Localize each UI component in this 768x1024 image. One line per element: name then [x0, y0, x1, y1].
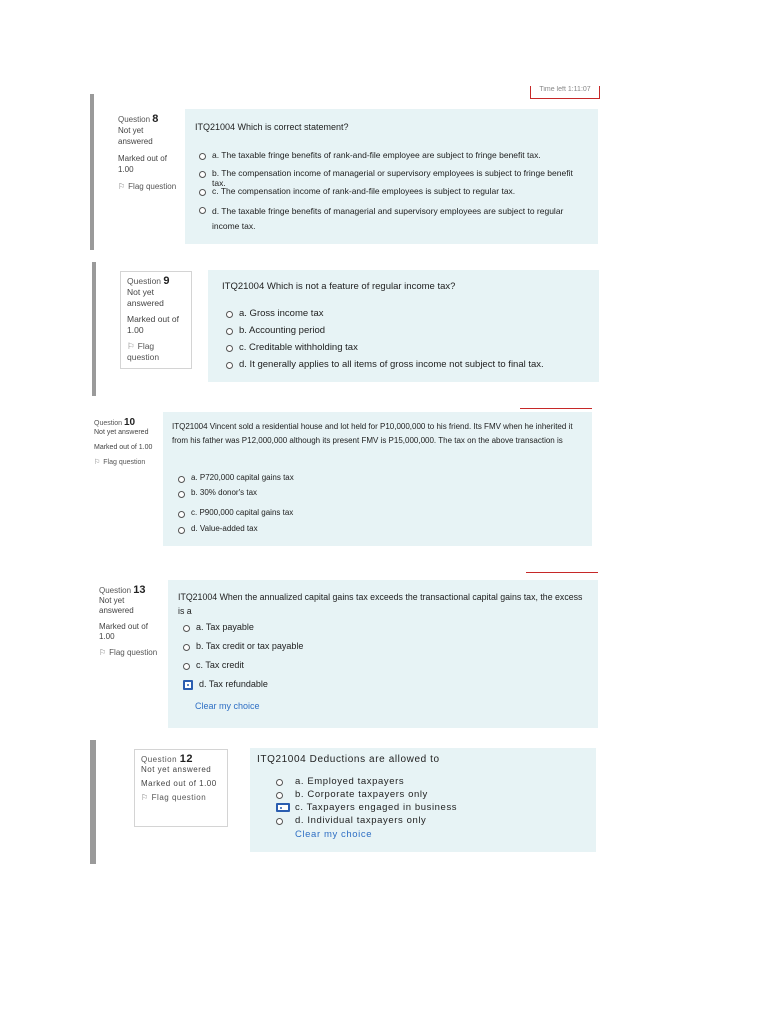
question-10-info: [94, 418, 156, 508]
question-status: Not yet answered: [127, 287, 164, 308]
option-a-label: a. Tax payable: [196, 622, 254, 632]
time-left-text: Time left 1:11:07: [539, 86, 591, 93]
radio-a[interactable]: [226, 311, 233, 318]
question-marked: Marked out of 1.00: [99, 622, 148, 641]
option-c-label: c. Tax credit: [196, 660, 244, 670]
option-a[interactable]: [178, 473, 478, 488]
answer-options: [226, 308, 596, 376]
option-b[interactable]: [226, 325, 596, 342]
option-c[interactable]: [199, 186, 584, 204]
question-8-info: [118, 114, 180, 214]
question-label: Question: [118, 115, 151, 124]
option-a[interactable]: [276, 776, 586, 789]
radio-d[interactable]: [226, 362, 233, 369]
option-d[interactable]: [178, 524, 478, 539]
flag-question-label: Flag question: [151, 793, 207, 802]
question-number: [99, 585, 161, 596]
question-number: [127, 276, 185, 287]
question-marked: Marked out of 1.00: [141, 779, 217, 788]
radio-a[interactable]: [276, 779, 283, 786]
option-b[interactable]: [178, 488, 478, 508]
clear-my-choice-link[interactable]: Clear my choice: [195, 701, 260, 711]
question-number-value: 10: [123, 417, 136, 428]
flag-icon: ⚐: [99, 648, 107, 657]
radio-d[interactable]: [199, 207, 206, 214]
radio-b[interactable]: [226, 328, 233, 335]
radio-b[interactable]: [276, 792, 283, 799]
radio-c[interactable]: [178, 511, 185, 518]
radio-b[interactable]: [178, 491, 185, 498]
option-d-label: d. The taxable fringe benefits of managerial and supervisory employees are subject to regular income tax.: [212, 206, 564, 231]
option-a-label: a. P720,000 capital gains tax: [191, 473, 294, 482]
question-marked: Marked out of 1.00: [94, 444, 153, 451]
flag-question-label: Flag question: [103, 459, 146, 466]
clear-my-choice-link[interactable]: Clear my choice: [295, 829, 373, 840]
radio-a[interactable]: [178, 476, 185, 483]
question-9-left-border: [92, 262, 96, 396]
answer-options: [199, 150, 584, 234]
question-text: ITQ21004 Vincent sold a residential house and lot held for P10,000,000 to his friend. Its FMV when he inherited it from his father was P12,000,000 although its present FMV is P15,000,000. The tax on the above transaction is: [172, 422, 573, 445]
radio-b[interactable]: [199, 171, 206, 178]
option-d[interactable]: [276, 815, 586, 828]
question-text: ITQ21004 When the annualized capital gains tax exceeds the transactional capital gains tax, the excess is a: [178, 592, 583, 616]
option-c-label: c. Creditable withholding tax: [239, 342, 358, 353]
question-number-value: 9: [163, 275, 170, 287]
option-a[interactable]: [183, 622, 483, 641]
flag-question-button[interactable]: [141, 793, 221, 803]
option-c[interactable]: [276, 802, 586, 815]
question-number-value: 12: [179, 753, 194, 765]
red-divider: [526, 572, 598, 573]
question-number-value: 8: [152, 113, 159, 125]
question-marked: Marked out of 1.00: [118, 154, 167, 174]
flag-question-button[interactable]: [118, 181, 180, 192]
option-c[interactable]: [226, 342, 596, 359]
question-label: Question: [127, 276, 162, 286]
flag-question-button[interactable]: [94, 458, 156, 467]
option-c[interactable]: [178, 508, 478, 524]
question-label: Question: [94, 420, 123, 427]
flag-icon: ⚐: [118, 182, 126, 191]
option-c-label: c. P900,000 capital gains tax: [191, 508, 294, 517]
option-b[interactable]: [183, 641, 483, 660]
time-left-box: [530, 86, 600, 99]
radio-d[interactable]: [178, 527, 185, 534]
radio-d[interactable]: [276, 818, 283, 825]
question-number: [141, 754, 221, 765]
question-status: Not yet answered: [94, 429, 149, 436]
flag-question-label: Flag question: [109, 648, 158, 657]
question-number-value: 13: [133, 584, 146, 596]
red-divider: [520, 408, 592, 409]
option-a[interactable]: [199, 150, 584, 168]
answer-options: [276, 776, 586, 840]
option-b[interactable]: [199, 168, 584, 186]
answer-options: [183, 622, 483, 711]
question-8-left-border: [90, 94, 94, 250]
radio-d-selected[interactable]: [183, 680, 193, 690]
option-a[interactable]: [226, 308, 596, 325]
radio-c[interactable]: [226, 345, 233, 352]
radio-c[interactable]: [183, 663, 190, 670]
flag-question-label: Flag question: [128, 182, 177, 191]
question-text: ITQ21004 Which is not a feature of regular income tax?: [222, 281, 456, 292]
question-text: ITQ21004 Deductions are allowed to: [257, 754, 440, 765]
option-d[interactable]: [226, 359, 596, 376]
option-d-label: d. Tax refundable: [199, 679, 268, 689]
radio-a[interactable]: [199, 153, 206, 160]
question-9-info: [120, 271, 192, 369]
option-c-label: c. The compensation income of rank-and-file employees is subject to regular tax.: [212, 186, 516, 196]
question-12-left-border: [90, 740, 96, 864]
option-b-label: b. 30% donor's tax: [191, 488, 258, 497]
option-a-label: a. Employed taxpayers: [295, 776, 405, 787]
option-b-label: b. Corporate taxpayers only: [295, 789, 428, 800]
option-d[interactable]: [199, 204, 584, 234]
question-number: [118, 114, 180, 125]
question-marked: Marked out of 1.00: [127, 314, 179, 335]
flag-question-button[interactable]: [99, 648, 161, 658]
option-b-label: b. The compensation income of managerial or supervisory employees is subject to fringe benefit tax.: [212, 168, 573, 188]
answer-options: [178, 473, 478, 539]
option-b-label: b. Accounting period: [239, 325, 326, 336]
flag-icon: ⚐: [141, 793, 149, 802]
option-a-label: a. The taxable fringe benefits of rank-and-file employee are subject to fringe benefit tax.: [212, 150, 541, 160]
flag-icon: ⚐: [127, 341, 135, 351]
question-label: Question: [99, 586, 132, 595]
option-c-label: c. Taxpayers engaged in business: [295, 802, 458, 813]
radio-b[interactable]: [183, 644, 190, 651]
question-13-info: [99, 585, 161, 685]
option-d-label: d. Individual taxpayers only: [295, 815, 427, 826]
radio-c-selected[interactable]: [276, 803, 290, 812]
question-label: Question: [141, 755, 178, 764]
option-d-label: d. Value-added tax: [191, 524, 258, 533]
radio-c[interactable]: [199, 189, 206, 196]
option-d-label: d. It generally applies to all items of gross income not subject to final tax.: [239, 359, 544, 370]
option-a-label: a. Gross income tax: [239, 308, 324, 319]
option-d[interactable]: [183, 679, 483, 698]
option-c[interactable]: [183, 660, 483, 679]
flag-question-label: Flag question: [127, 341, 160, 362]
question-status: Not yet answered: [99, 596, 134, 615]
question-status: Not yet answered: [141, 765, 212, 774]
question-text: ITQ21004 Which is correct statement?: [195, 122, 349, 132]
flag-icon: ⚐: [94, 459, 101, 466]
radio-a[interactable]: [183, 625, 190, 632]
question-number: [94, 418, 156, 428]
option-b[interactable]: [276, 789, 586, 802]
option-b-label: b. Tax credit or tax payable: [196, 641, 304, 651]
question-status: Not yet answered: [118, 126, 153, 146]
question-12-info: [134, 749, 228, 827]
flag-question-button[interactable]: [127, 341, 185, 363]
